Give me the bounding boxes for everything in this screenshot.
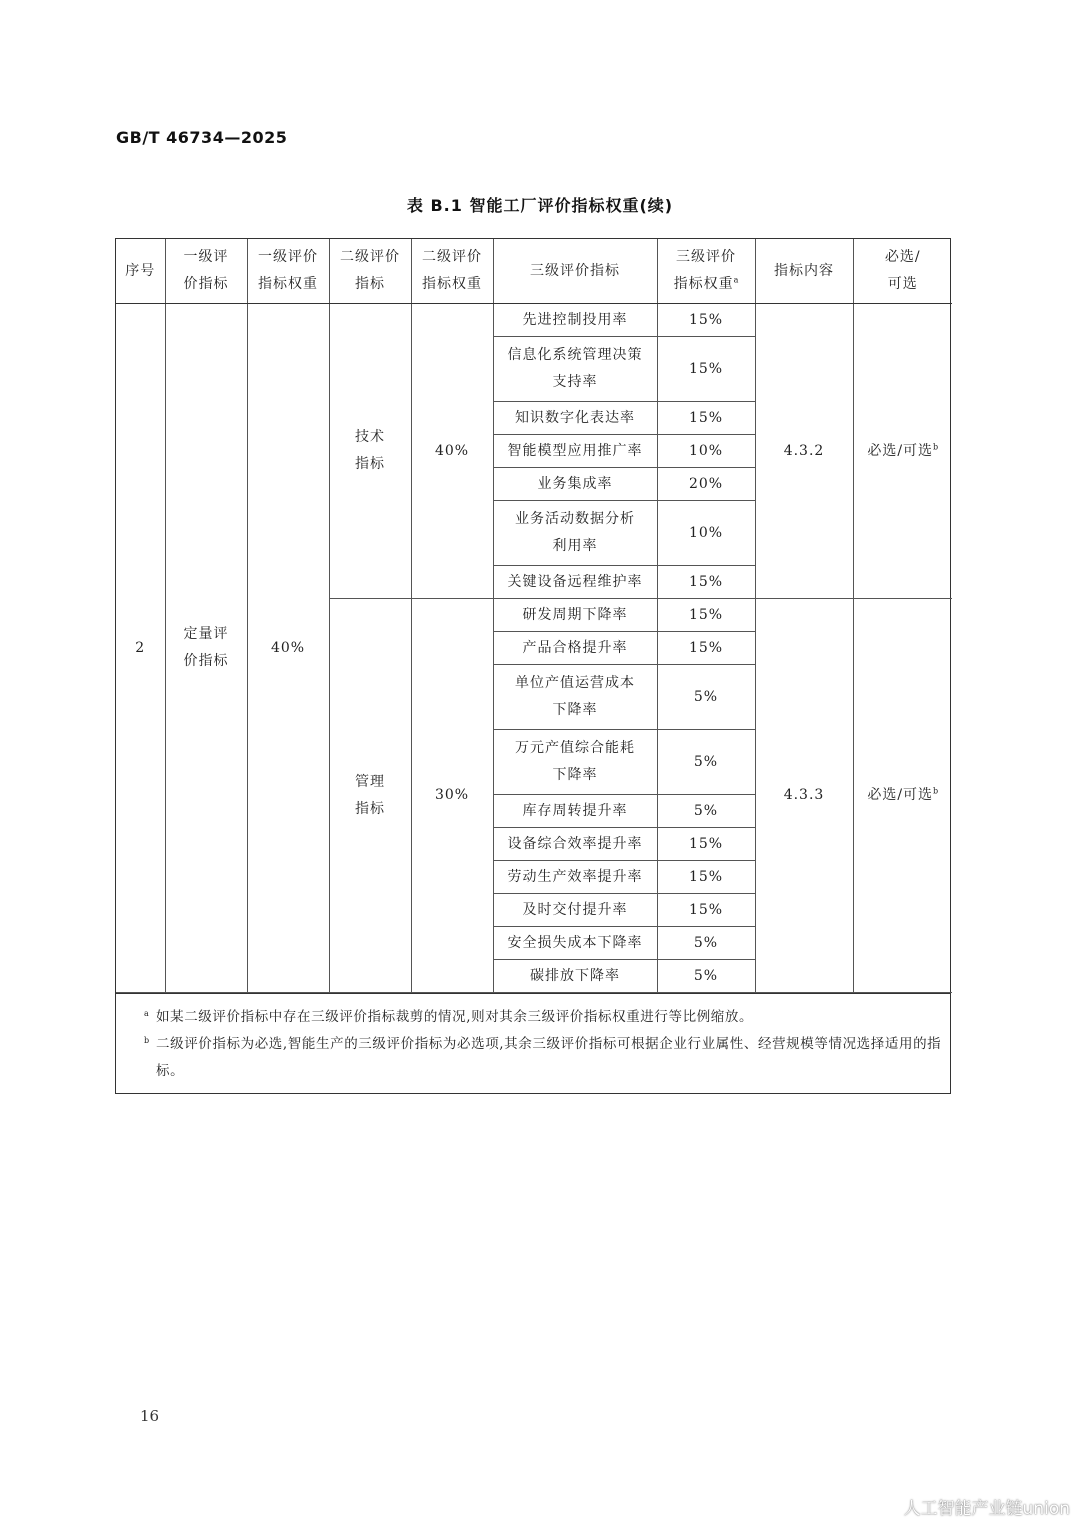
l3-name-cell: 知识数字化表达率 xyxy=(493,402,657,435)
l3-name-cell: 业务活动数据分析 利用率 xyxy=(493,501,657,566)
content-cell: 4.3.2 xyxy=(755,304,853,599)
content-cell: 4.3.3 xyxy=(755,599,853,993)
l3-weight-cell: 15% xyxy=(657,894,755,927)
l3-name-cell: 信息化系统管理决策 支持率 xyxy=(493,337,657,402)
l3-name-cell: 产品合格提升率 xyxy=(493,632,657,665)
col-header-optional: 必选/ 可选 xyxy=(853,239,952,304)
l3-weight-cell: 10% xyxy=(657,501,755,566)
footnote-mark: a xyxy=(733,275,739,285)
l3-weight-cell: 5% xyxy=(657,730,755,795)
footnote-mark: b xyxy=(933,786,939,796)
l3-weight-cell: 20% xyxy=(657,468,755,501)
l3-weight-cell: 5% xyxy=(657,795,755,828)
col-header-l2-weight: 二级评价 指标权重 xyxy=(411,239,493,304)
table-title: 表 B.1 智能工厂评价指标权重(续) xyxy=(406,196,674,215)
footnote-text: 如某二级评价指标中存在三级评价指标裁剪的情况,则对其余三级评价指标权重进行等比例缩放。 xyxy=(156,1009,754,1025)
l3-name-cell: 设备综合效率提升率 xyxy=(493,828,657,861)
page-number: 16 xyxy=(140,1407,160,1425)
watermark: 人工智能产业链union xyxy=(903,1499,1070,1519)
l3-name-cell: 先进控制投用率 xyxy=(493,304,657,337)
l3-name-cell: 劳动生产效率提升率 xyxy=(493,861,657,894)
l3-name-cell: 业务集成率 xyxy=(493,468,657,501)
footnote-mark: b xyxy=(933,441,939,451)
l1-name-cell: 定量评 价指标 xyxy=(165,304,247,993)
l2-name-cell: 管理 指标 xyxy=(329,599,411,993)
col-header-l3-weight: 三级评价 指标权重$^a$ xyxy=(657,239,755,304)
l3-name-cell: 及时交付提升率 xyxy=(493,894,657,927)
col-header-l1-weight: 一级评价 指标权重 xyxy=(247,239,329,304)
footnote-text: 二级评价指标为必选,智能生产的三级评价指标为必选项,其余三级评价指标可根据企业行业属性、经营规模等情况选择适用的指标。 xyxy=(156,1036,942,1079)
l1-weight-cell: 40% xyxy=(247,304,329,993)
col-header-seq: 序号 xyxy=(116,239,165,304)
l3-weight-cell: 15% xyxy=(657,861,755,894)
standard-code: GB/T 46734—2025 xyxy=(116,128,288,147)
l3-weight-cell: 15% xyxy=(657,337,755,402)
l2-weight-cell: 40% xyxy=(411,304,493,599)
footnote xyxy=(144,1031,942,1085)
footnote-mark: b xyxy=(144,1036,150,1045)
table-header-row xyxy=(116,239,952,304)
seq-cell: 2 xyxy=(116,304,165,993)
l3-weight-cell: 15% xyxy=(657,632,755,665)
l3-weight-cell: 15% xyxy=(657,599,755,632)
l3-name-cell: 研发周期下降率 xyxy=(493,599,657,632)
optional-cell: 必选/可选$^b$ xyxy=(853,599,952,993)
l3-weight-cell: 15% xyxy=(657,304,755,337)
l3-weight-cell: 15% xyxy=(657,566,755,599)
optional-cell: 必选/可选$^b$ xyxy=(853,304,952,599)
l3-weight-cell: 5% xyxy=(657,927,755,960)
l3-name-cell: 智能模型应用推广率 xyxy=(493,435,657,468)
col-header-l1-name: 一级评 价指标 xyxy=(165,239,247,304)
l2-weight-cell: 30% xyxy=(411,599,493,993)
l3-name-cell: 库存周转提升率 xyxy=(493,795,657,828)
col-header-content: 指标内容 xyxy=(755,239,853,304)
l3-weight-cell: 10% xyxy=(657,435,755,468)
l3-weight-cell: 5% xyxy=(657,665,755,730)
l3-name-cell: 安全损失成本下降率 xyxy=(493,927,657,960)
l3-name-cell: 碳排放下降率 xyxy=(493,960,657,993)
l3-weight-cell: 5% xyxy=(657,960,755,993)
l3-name-cell: 万元产值综合能耗 下降率 xyxy=(493,730,657,795)
footnote-mark: a xyxy=(144,1009,150,1018)
table-notes xyxy=(116,993,950,1093)
weight-table xyxy=(115,238,951,1094)
col-header-l2-name: 二级评价 指标 xyxy=(329,239,411,304)
l3-weight-cell: 15% xyxy=(657,402,755,435)
table-row xyxy=(116,304,952,337)
col-header-l3-name: 三级评价指标 xyxy=(493,239,657,304)
l3-name-cell: 关键设备远程维护率 xyxy=(493,566,657,599)
l3-name-cell: 单位产值运营成本 下降率 xyxy=(493,665,657,730)
l2-name-cell: 技术 指标 xyxy=(329,304,411,599)
l3-weight-cell: 15% xyxy=(657,828,755,861)
footnote xyxy=(144,1004,942,1031)
